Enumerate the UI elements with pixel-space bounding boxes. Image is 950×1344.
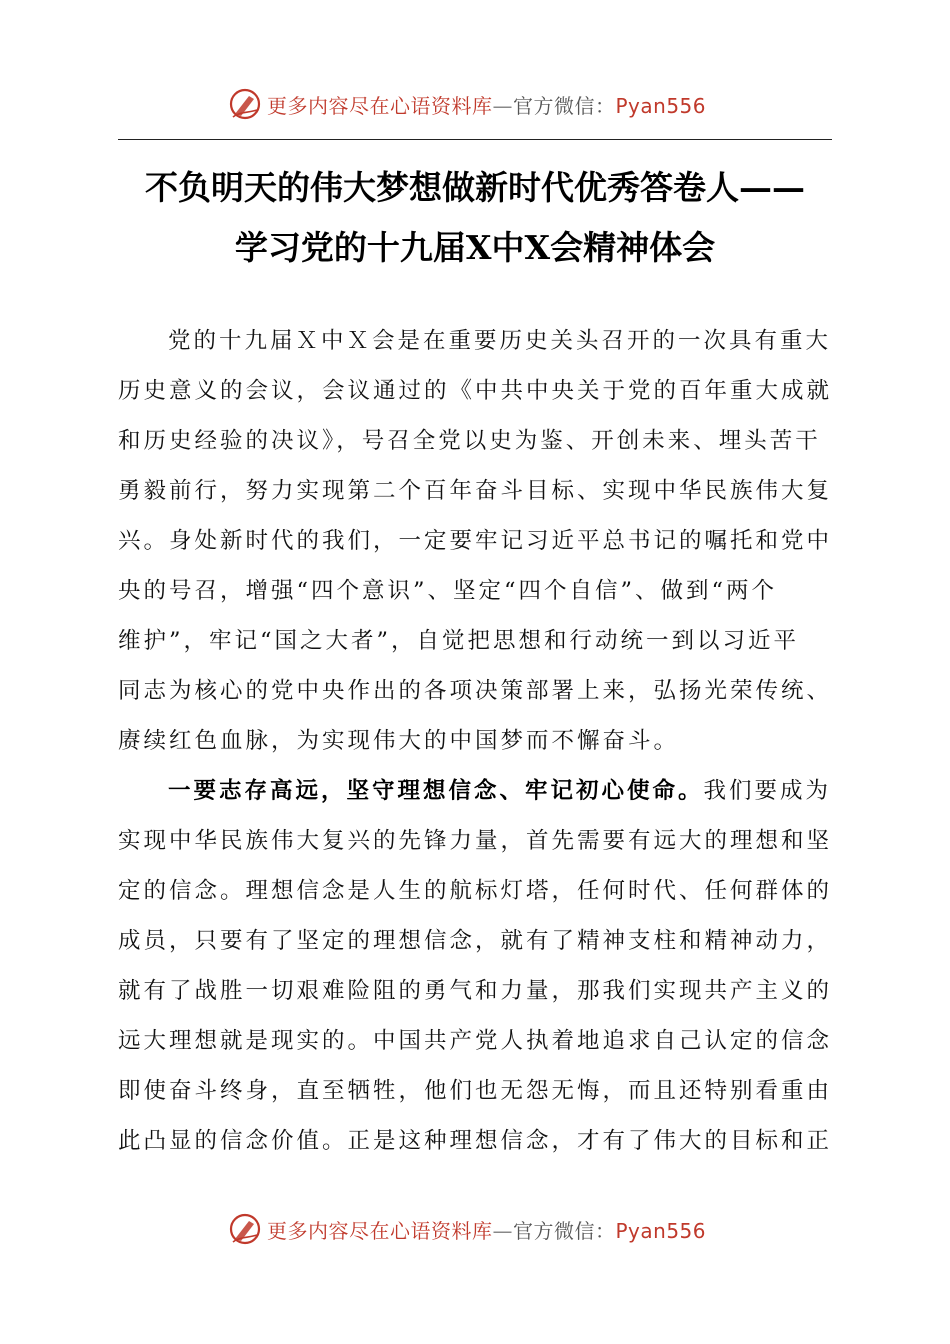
paragraph-1-line: 勇毅前行，努力实现第二个百年奋斗目标、实现中华民族伟大复 bbox=[118, 478, 832, 504]
paragraph-1-line: 兴。身处新时代的我们，一定要牢记习近平总书记的嘱托和党中 bbox=[118, 528, 832, 554]
document-title-line-1: 不负明天的伟大梦想做新时代优秀答卷人—— bbox=[145, 168, 805, 207]
paragraph-1-line: 同志为核心的党中央作出的各项决策部署上来，弘扬光荣传统、 bbox=[118, 678, 832, 704]
banner-site-text: 更多内容尽在心语资料库 bbox=[267, 1218, 493, 1243]
header-divider bbox=[118, 139, 832, 140]
paragraph-1-line: 维护”，牢记“国之大者”，自觉把思想和行动统一到以习近平 bbox=[118, 628, 800, 654]
document-body bbox=[118, 316, 832, 1166]
footer-banner bbox=[0, 1207, 950, 1251]
paragraph-1-line: 党的十九届Ｘ中Ｘ会是在重要历史关头召开的一次具有重大 bbox=[168, 328, 832, 354]
paragraph-2-line: 远大理想就是现实的。中国共产党人执着地追求自己认定的信念 bbox=[118, 1028, 832, 1054]
banner-wechat-label: 官方微信： bbox=[513, 1218, 616, 1243]
header-banner bbox=[0, 82, 950, 126]
paragraph-2-line: 此凸显的信念价值。正是这种理想信念，才有了伟大的目标和正 bbox=[118, 1128, 832, 1154]
banner-wechat-id: Pyan556 bbox=[615, 1218, 707, 1243]
banner-dash: — bbox=[492, 93, 513, 118]
paragraph-2-heading: 一要志存高远，坚守理想信念、牢记初心使命。 bbox=[168, 778, 704, 804]
paragraph-2-line: 定的信念。理想信念是人生的航标灯塔，任何时代、任何群体的 bbox=[118, 878, 832, 904]
paragraph-2-line: 实现中华民族伟大复兴的先锋力量，首先需要有远大的理想和坚 bbox=[118, 828, 832, 854]
banner-wechat-label: 官方微信： bbox=[513, 93, 616, 118]
paragraph-1-line: 历史意义的会议，会议通过的《中共中央关于党的百年重大成就 bbox=[118, 378, 832, 404]
paragraph-1-line: 赓续红色血脉，为实现伟大的中国梦而不懈奋斗。 bbox=[118, 728, 680, 754]
paragraph-2-line: 即使奋斗终身，直至牺牲，他们也无怨无悔，而且还特别看重由 bbox=[118, 1078, 832, 1104]
pen-nib-logo-icon bbox=[227, 86, 263, 122]
paragraph-1-line: 和历史经验的决议》，号召全党以史为鉴、开创未来、埋头苦干 bbox=[118, 428, 821, 454]
paragraph-2-line: 成员，只要有了坚定的理想信念，就有了精神支柱和精神动力， bbox=[118, 928, 832, 954]
paragraph-2-line: 就有了战胜一切艰难险阻的勇气和力量，那我们实现共产主义的 bbox=[118, 978, 832, 1004]
banner-dash: — bbox=[492, 1218, 513, 1243]
paragraph-2-first-line bbox=[118, 766, 832, 816]
banner-site-text: 更多内容尽在心语资料库 bbox=[267, 93, 493, 118]
banner-wechat-id: Pyan556 bbox=[615, 93, 707, 118]
document-title-line-2: 学习党的十九届X中X会精神体会 bbox=[234, 228, 716, 267]
banner-text bbox=[267, 1215, 706, 1244]
banner-text bbox=[267, 90, 706, 119]
paragraph-2-first-rest: 我们要成为 bbox=[703, 778, 832, 804]
pen-nib-logo-icon bbox=[227, 1211, 263, 1247]
paragraph-1-line: 央的号召，增强“四个意识”、坚定“四个自信”、做到“两个 bbox=[118, 578, 778, 604]
